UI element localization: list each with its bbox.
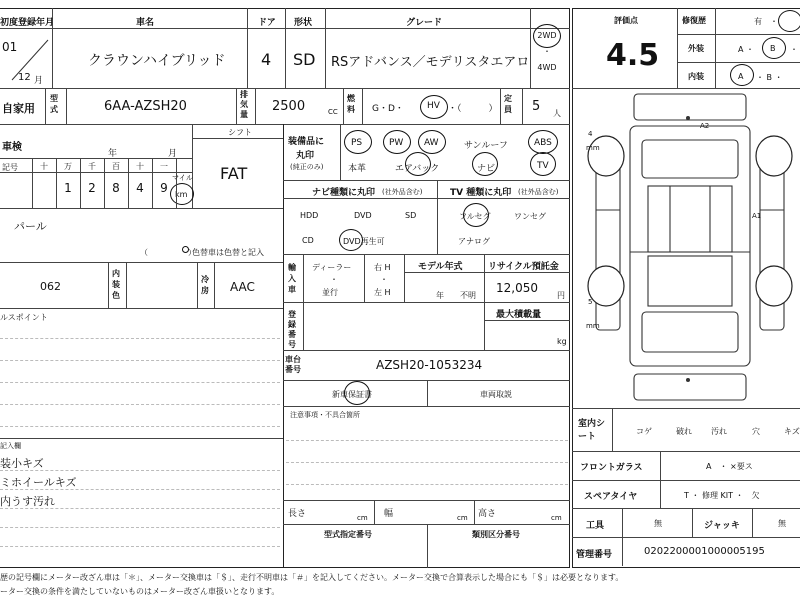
num-4: 4	[588, 130, 593, 138]
equip-aw: AW	[424, 138, 439, 148]
selected-circle	[420, 95, 448, 119]
caution-label: 注意事項・不具合箇所	[290, 411, 360, 419]
row-divider	[283, 500, 570, 501]
row-divider	[677, 62, 800, 63]
seat-opt-burn: コゲ	[636, 427, 652, 436]
ac-value: AAC	[230, 280, 255, 294]
col-divider	[752, 508, 753, 537]
col-divider	[364, 254, 365, 302]
tv-analog: アナログ	[458, 237, 490, 246]
fuel-options: G・D・	[372, 104, 404, 114]
mgmt-label: 管理番号	[576, 550, 613, 560]
tv-fullseg: フルセグ	[459, 212, 491, 221]
repair-dot: ・	[770, 17, 778, 26]
car-name: クラウンハイブリッド	[88, 53, 226, 69]
color-code: 062	[40, 280, 61, 293]
tv-type-label: TV 種類に丸印	[450, 188, 512, 198]
selected-circle	[530, 152, 556, 176]
width-unit: cm	[457, 514, 468, 522]
doors-value: 4	[261, 50, 272, 69]
mark-a1: A1	[752, 212, 762, 220]
dashed-line	[0, 546, 280, 547]
shift-value: FAT	[220, 164, 248, 183]
col-divider	[500, 88, 501, 124]
row-divider	[572, 537, 800, 538]
row-divider	[0, 208, 283, 209]
model-year-unknown: 不明	[460, 291, 476, 300]
row-divider	[572, 408, 800, 409]
selected-circle	[762, 37, 786, 59]
digit-header: 百	[112, 162, 120, 171]
capacity-unit: 人	[553, 109, 561, 118]
row-divider	[572, 88, 800, 89]
equipment-label-1: 装備品に	[288, 137, 325, 147]
import-parallel: 並行	[322, 288, 338, 297]
col-divider	[530, 8, 531, 88]
col-divider	[362, 88, 363, 124]
col-divider	[126, 262, 127, 308]
col-divider	[343, 88, 344, 124]
max-load-label: 最大積載量	[496, 310, 542, 320]
footer-line-1: 歴の記号欄にメーター改ざん車は「＊」、メーター交換車は「＄」、走行不明車は「＃」を記入してください。メーター交換で合算表示した場合にも「＄」は必要となります。	[0, 573, 624, 582]
col-divider	[660, 451, 661, 508]
first-reg-month: 12	[18, 72, 31, 83]
selected-circle	[472, 152, 498, 176]
odometer-digit: 1	[64, 181, 72, 195]
row-divider	[192, 138, 283, 139]
dashed-line	[0, 404, 280, 405]
fuel-label: 燃料	[347, 94, 355, 114]
mark-a2: A2	[700, 122, 710, 130]
col-divider	[692, 508, 693, 537]
col-divider	[474, 500, 475, 524]
tools-value: 無	[654, 519, 662, 528]
col-divider	[197, 262, 198, 308]
mileage-symbol-label: 記号	[2, 163, 18, 172]
row-divider	[572, 508, 800, 509]
row-divider	[0, 308, 283, 309]
row-divider	[572, 480, 800, 481]
chassis-label: 車台番号	[285, 355, 301, 374]
col-divider	[255, 88, 256, 124]
capacity-label: 定員	[504, 94, 512, 114]
selected-circle	[383, 130, 411, 154]
warranty-label: 新車保証書	[332, 390, 372, 399]
width-label: 幅	[384, 509, 394, 519]
row-divider	[572, 451, 800, 452]
equip-leather: 本革	[348, 164, 367, 174]
spare-value: T ・ 修理 KIT ・ 欠	[684, 491, 760, 500]
equipment-label-3: (純正のみ)	[290, 163, 324, 171]
row-divider	[283, 254, 570, 255]
row-divider	[484, 320, 570, 321]
import-dot: ・	[330, 275, 338, 284]
col-divider	[247, 8, 248, 88]
selected-circle	[405, 152, 431, 176]
dashed-line	[0, 527, 280, 528]
length-unit: cm	[357, 514, 368, 522]
color-paren: （ ）	[140, 248, 196, 257]
exterior-grades: A ・	[738, 45, 755, 54]
dashed-line	[0, 360, 280, 361]
col-divider	[285, 8, 286, 88]
navi-dvd: DVD	[354, 211, 372, 220]
length-label: 長さ	[288, 509, 307, 519]
digit-header: 十	[40, 162, 48, 171]
height-label: 高さ	[478, 509, 497, 519]
equip-ps: PS	[351, 138, 363, 148]
category-no-label: 類別区分番号	[472, 530, 520, 539]
seat-opt-tear: 破れ	[676, 427, 692, 436]
col-divider	[66, 88, 67, 124]
repair-yes: 有	[754, 17, 762, 26]
col-divider	[374, 500, 375, 524]
row-divider	[283, 302, 570, 303]
inspection-month-unit: 月	[168, 149, 178, 159]
col-divider	[340, 124, 341, 180]
drive-2wd: 2WD	[537, 31, 557, 40]
equipment-label-2: 丸印	[296, 151, 315, 161]
dashed-line	[286, 440, 568, 441]
inspection-year-unit: 年	[108, 149, 118, 159]
seat-opt-scratch: キズ	[784, 427, 800, 436]
col-divider	[214, 262, 215, 308]
col-divider	[236, 88, 237, 124]
navi-hdd: HDD	[300, 211, 319, 220]
equip-tv: TV	[537, 161, 549, 171]
color-name: パール	[14, 220, 47, 233]
displacement-label: 排気量	[240, 90, 248, 119]
row-divider	[283, 406, 570, 407]
sales-point-label: ルスポイント	[0, 313, 48, 322]
recycle-value: 12,050	[496, 281, 538, 295]
col-divider	[715, 8, 716, 88]
selected-circle	[778, 10, 800, 32]
row-divider	[0, 262, 283, 263]
exterior-b: B	[770, 44, 776, 53]
small-circle-icon	[182, 246, 189, 253]
jack-value: 無	[778, 519, 786, 528]
first-reg-year: 01	[2, 40, 18, 54]
tools-label: 工具	[586, 521, 605, 531]
row-divider	[0, 438, 283, 439]
mile-label: マイル	[172, 174, 193, 182]
model-year-label: モデル年式	[418, 262, 463, 272]
dashed-line	[0, 470, 280, 471]
reg-no-label: 登録番号	[288, 310, 296, 349]
col-divider	[612, 408, 613, 451]
dashed-line	[0, 426, 280, 427]
first-reg-label: 初度登録年月	[0, 18, 55, 28]
import-label: 輸入車	[288, 263, 296, 294]
note-line-3: 内うす汚れ	[0, 495, 55, 508]
shift-label: シフト	[228, 128, 252, 137]
import-left-h: 左 H	[374, 288, 391, 297]
model-label: 型式	[50, 94, 58, 114]
exterior-label: 外装	[688, 44, 704, 53]
row-divider	[0, 172, 192, 173]
grade-label: グレード	[406, 18, 443, 28]
interior-seat-label: 室内シート	[578, 419, 606, 442]
tv-oneseg: ワンセグ	[514, 212, 546, 221]
odometer-digit: 8	[112, 181, 120, 195]
grade-value: RSアドバンス／モデリスタエアロ	[331, 55, 530, 70]
equip-abs: ABS	[534, 138, 552, 148]
navi-type-label-small: (社外品含む)	[382, 188, 423, 196]
dashed-line	[0, 489, 280, 490]
selected-circle	[533, 24, 561, 48]
row-divider	[283, 180, 570, 181]
ac-label: 冷房	[201, 275, 209, 295]
selected-circle	[528, 130, 558, 154]
seat-opt-dirt: 汚れ	[711, 427, 727, 436]
note-line-1: 装小キズ	[0, 457, 44, 470]
equip-airbag: エアバック	[395, 164, 440, 174]
windshield-value: A ・ ×要ス	[706, 462, 753, 471]
chassis-value: AZSH20-1053234	[376, 358, 483, 372]
mgmt-value: 0202200001000005195	[644, 546, 765, 557]
navi-type-label: ナビ種類に丸印	[312, 188, 376, 198]
max-load-kg: kg	[557, 337, 567, 346]
mm-top: mm	[586, 144, 600, 152]
col-divider	[484, 254, 485, 350]
center-divider	[283, 124, 284, 568]
km-label: km	[175, 190, 188, 199]
col-divider	[303, 254, 304, 350]
import-dealer: ディーラー	[312, 263, 352, 272]
dashed-line	[286, 484, 568, 485]
doors-label: ドア	[258, 18, 276, 28]
row-divider	[404, 272, 570, 273]
col-divider	[677, 8, 678, 88]
col-divider	[45, 88, 46, 124]
row-divider-2	[0, 124, 570, 125]
fuel-hv: HV	[427, 101, 440, 111]
col-divider	[404, 254, 405, 302]
note-line-2: ミホイールキズ	[0, 476, 77, 489]
col-divider	[176, 158, 177, 208]
col-divider	[437, 180, 438, 254]
digit-header: 千	[88, 162, 96, 171]
selected-circle	[344, 130, 372, 154]
row-divider	[283, 198, 570, 199]
model-year-unit: 年	[436, 291, 444, 300]
displacement-value: 2500	[272, 99, 306, 114]
interior-label: 内装	[688, 72, 704, 81]
repair-label: 修復歴	[682, 16, 706, 25]
col-divider	[427, 524, 428, 568]
equip-navi: ナビ	[477, 164, 496, 174]
selected-circle	[344, 381, 370, 405]
car-damage-diagram	[574, 90, 800, 406]
fuel-other: ・（ ）	[448, 104, 498, 114]
navi-sd: SD	[405, 211, 417, 220]
inspection-label: 車検	[2, 142, 22, 153]
type-no-label: 型式指定番号	[324, 530, 372, 539]
selected-circle	[418, 130, 446, 154]
car-name-label: 車名	[136, 18, 155, 28]
navi-dvd-play: DVD再生可	[343, 237, 385, 246]
drive-dot: ・	[543, 47, 551, 56]
col-divider	[325, 8, 326, 88]
windshield-label: フロントガラス	[580, 463, 643, 473]
row-divider	[0, 158, 192, 159]
selected-circle	[463, 203, 489, 227]
mm-bottom: mm	[586, 322, 600, 330]
equip-pw: PW	[389, 138, 404, 148]
import-right-h: 右 H	[374, 263, 391, 272]
tv-type-label-small: (社外品含む)	[518, 188, 559, 196]
shape-label: 形状	[294, 18, 313, 28]
score-label: 評価点	[614, 16, 638, 25]
footer-line-2: ーター交換の条件を満たしていないものはメーター改ざん車扱いとなります。	[0, 587, 280, 596]
odometer-digit: 9	[160, 181, 168, 195]
capacity-value: 5	[532, 99, 541, 114]
score-value: 4.5	[606, 38, 660, 73]
import-dot-2: ・	[380, 275, 388, 284]
cc-unit: CC	[328, 108, 338, 116]
notes-label: 記入欄	[0, 442, 21, 450]
selected-circle	[730, 64, 754, 86]
recycle-yen: 円	[557, 291, 565, 300]
shape-value: SD	[293, 50, 316, 69]
dashed-line	[286, 462, 568, 463]
odometer-digit: 4	[136, 181, 144, 195]
height-unit: cm	[551, 514, 562, 522]
row-divider	[677, 34, 800, 35]
exterior-rest: ・	[790, 45, 798, 54]
digit-header: 一	[160, 162, 168, 171]
interior-a: A	[738, 72, 744, 81]
equip-sunroof: サンルーフ	[464, 141, 508, 151]
recycle-label: リサイクル預託金	[488, 262, 559, 272]
num-5: 5	[588, 298, 593, 306]
spare-label: スペアタイヤ	[584, 492, 638, 502]
col-divider	[522, 88, 523, 124]
interior-rest: ・ B ・	[756, 73, 783, 82]
navi-cd: CD	[302, 236, 314, 245]
seat-opt-hole: 穴	[752, 427, 760, 436]
use-type: 自家用	[2, 102, 35, 115]
col-divider	[108, 262, 109, 308]
month-unit: 月	[34, 76, 44, 86]
model-value: 6AA-AZSH20	[104, 99, 187, 114]
col-divider	[622, 508, 623, 566]
dashed-line	[0, 338, 280, 339]
selected-circle	[339, 229, 363, 251]
dashed-line	[0, 382, 280, 383]
col-divider	[427, 380, 428, 406]
jack-label: ジャッキ	[704, 521, 740, 531]
row-divider-1	[0, 88, 570, 89]
digit-header: 十	[136, 162, 144, 171]
interior-color-label: 内装色	[112, 269, 120, 300]
digit-header: 万	[64, 162, 72, 171]
drive-4wd: 4WD	[537, 63, 557, 72]
odometer-digit: 2	[88, 181, 96, 195]
dashed-line	[0, 508, 280, 509]
manual-label: 車両取説	[480, 390, 512, 399]
row-divider	[283, 350, 570, 351]
color-note: 色替車は色替と記入	[192, 248, 264, 257]
